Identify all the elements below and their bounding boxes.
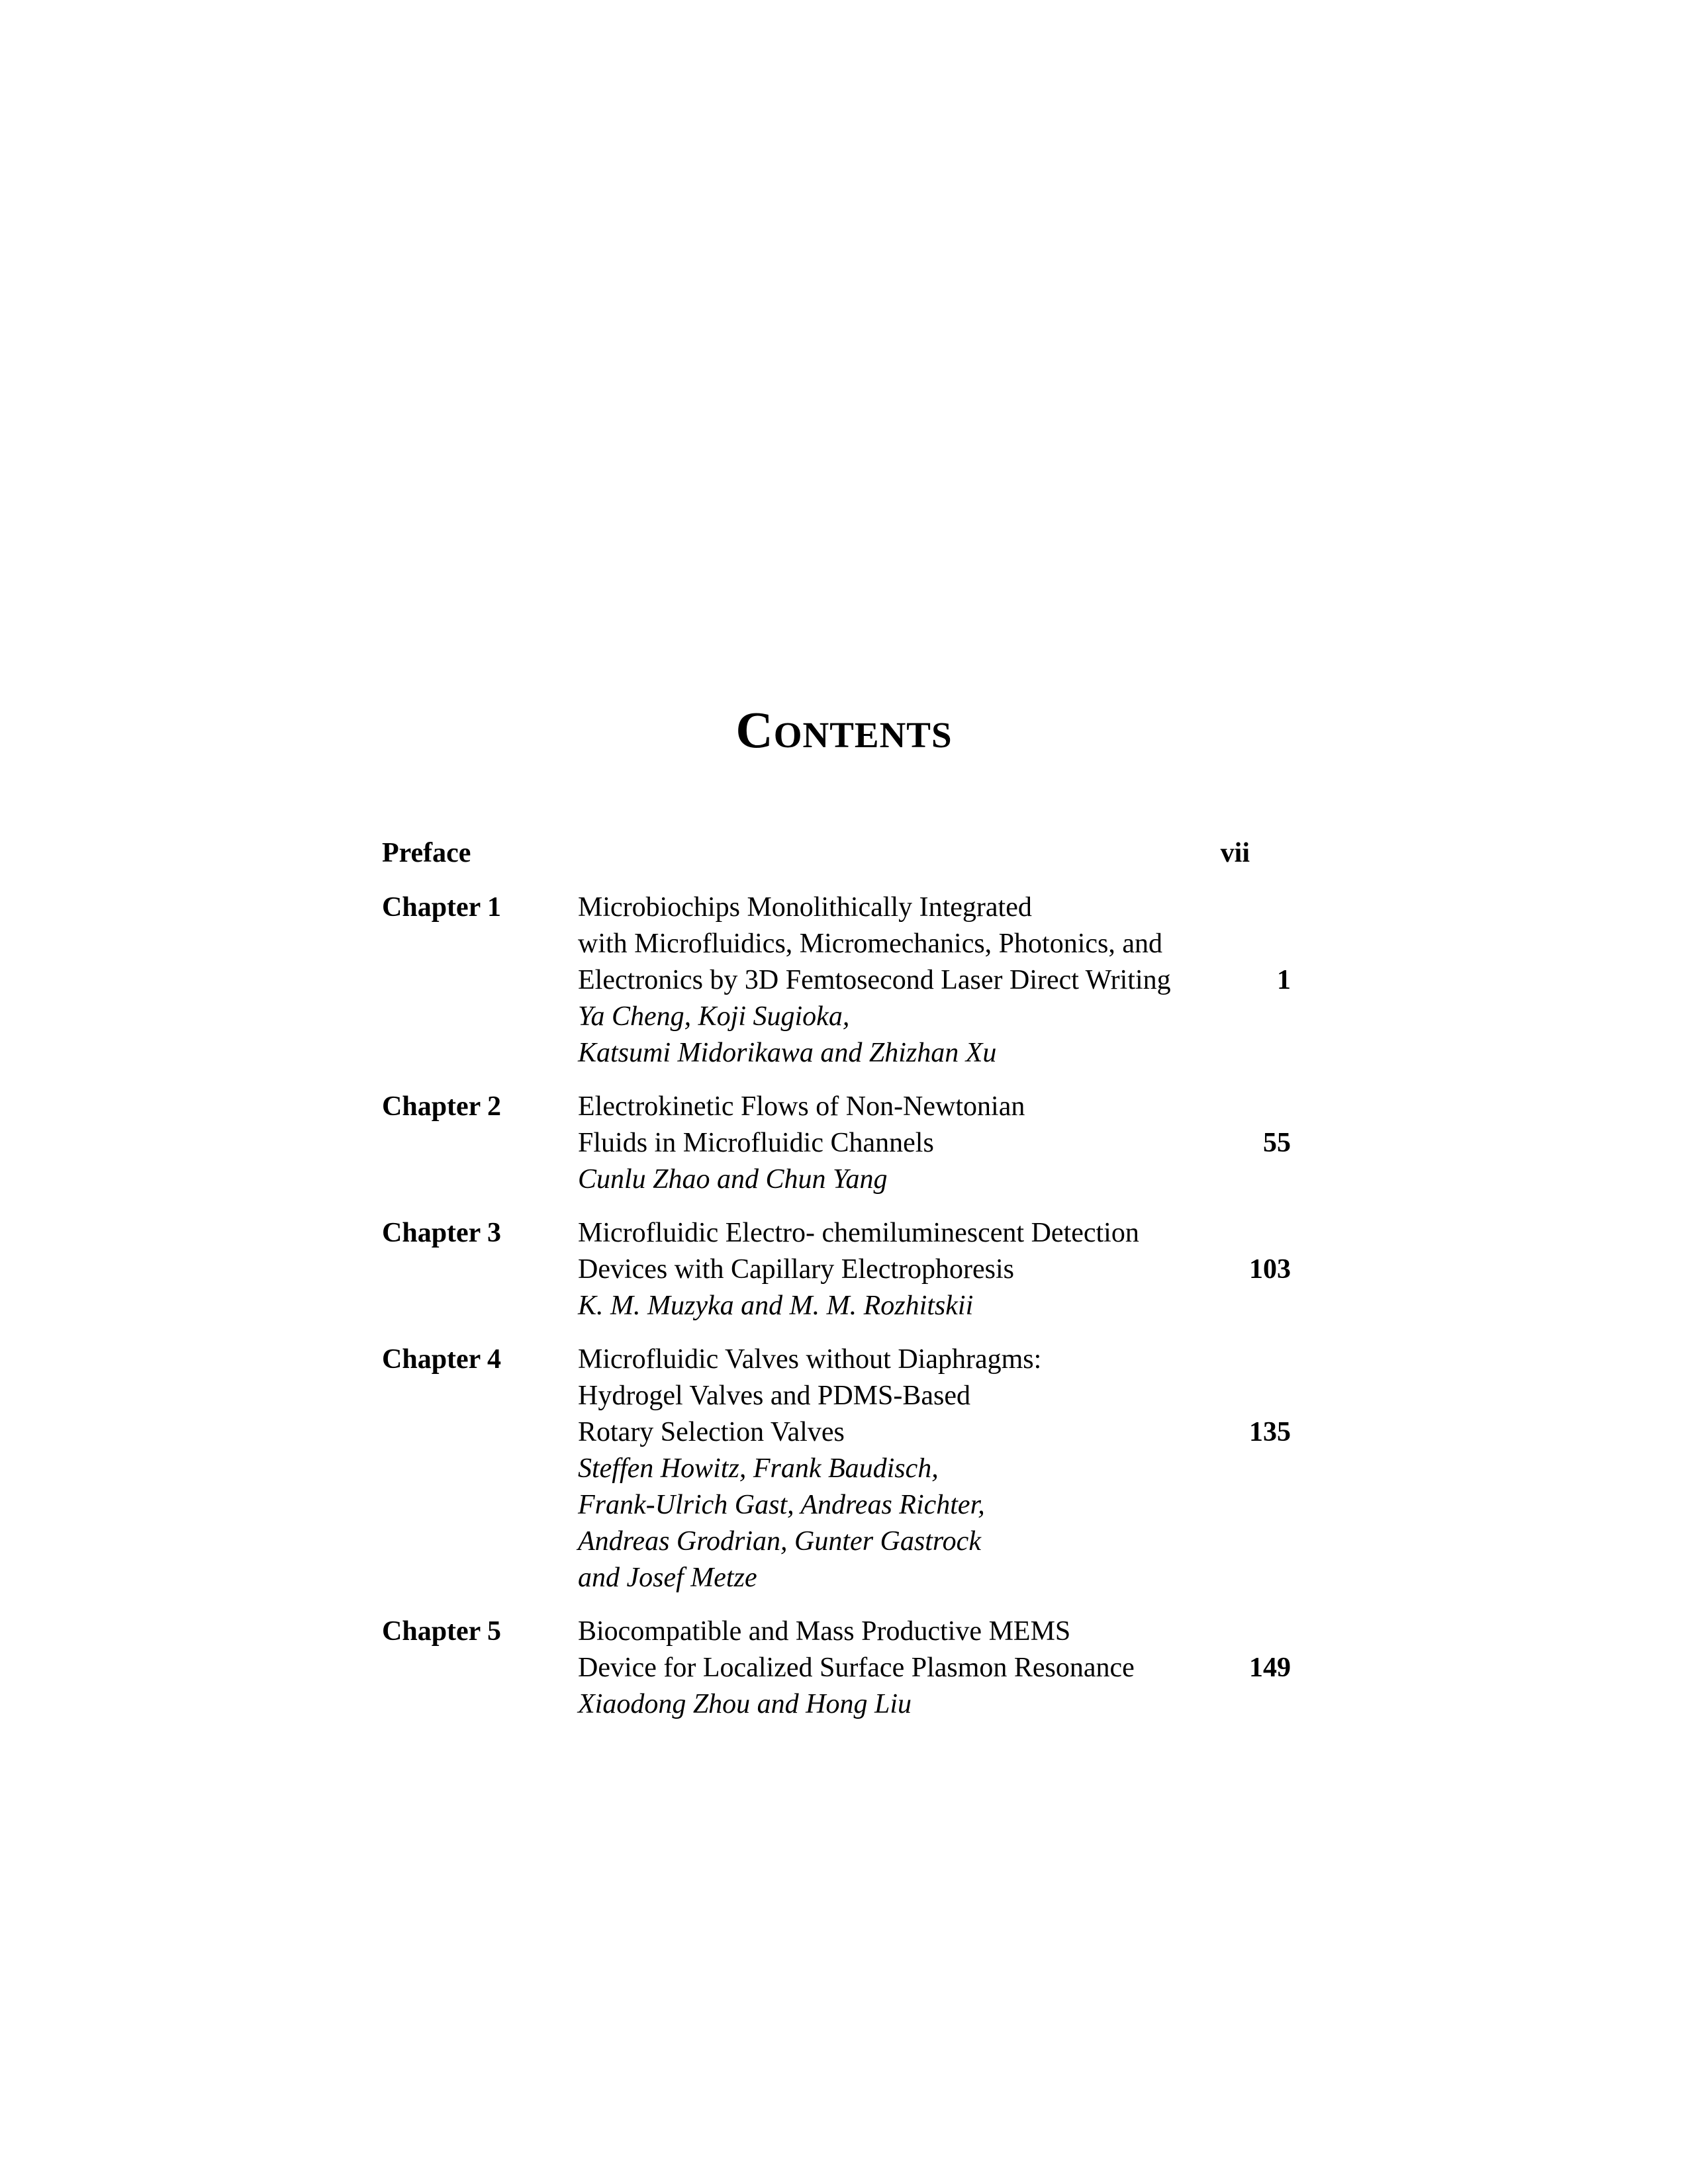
chapter-body — [578, 1342, 1240, 1596]
chapter-page-number: 103 — [1249, 1254, 1291, 1285]
chapter-body — [578, 889, 1240, 1071]
chapter-title-line: Microfluidic Valves without Diaphragms: — [578, 1344, 1042, 1375]
chapter-title-line: Hydrogel Valves and PDMS-Based — [578, 1381, 971, 1411]
chapter-authors-line: Xiaodong Zhou and Hong Liu — [578, 1689, 912, 1719]
chapter-label: Chapter 3 — [382, 1218, 502, 1248]
toc-entry-chapter-4 — [382, 1342, 1291, 1596]
preface-label: Preface — [382, 838, 471, 868]
chapter-title-line: Electrokinetic Flows of Non-Newtonian — [578, 1091, 1025, 1122]
chapter-page-number: 1 — [1277, 965, 1291, 995]
toc-entry-preface — [382, 835, 1291, 872]
preface-spacer-line — [578, 835, 1240, 872]
chapter-label: Chapter 2 — [382, 1091, 502, 1122]
chapter-title-line: Rotary Selection Valves — [578, 1417, 845, 1447]
chapter-authors-line: Ya Cheng, Koji Sugioka, — [578, 1001, 850, 1032]
toc-entry-chapter-5 — [382, 1614, 1291, 1723]
chapter-authors-line: Frank-Ulrich Gast, Andreas Richter, — [578, 1490, 985, 1520]
table-of-contents — [382, 835, 1291, 1723]
chapter-body — [578, 1089, 1240, 1198]
chapter-title-line: Devices with Capillary Electrophoresis — [578, 1254, 1014, 1285]
chapter-label: Chapter 4 — [382, 1344, 502, 1375]
chapter-title-line: with Microfluidics, Micromechanics, Photonics, and — [578, 929, 1163, 959]
preface-body — [578, 835, 1240, 872]
chapter-title-line: Fluids in Microfluidic Channels — [578, 1128, 934, 1158]
chapter-body — [578, 1215, 1240, 1324]
toc-entry-chapter-3 — [382, 1215, 1291, 1324]
page-title: Contents — [735, 701, 953, 758]
chapter-page-number: 55 — [1263, 1128, 1291, 1158]
chapter-title-line: Electronics by 3D Femtosecond Laser Direct Writing — [578, 965, 1171, 995]
chapter-authors-line: Cunlu Zhao and Chun Yang — [578, 1164, 888, 1195]
chapter-label: Chapter 1 — [382, 892, 502, 923]
chapter-label: Chapter 5 — [382, 1616, 502, 1647]
chapter-body — [578, 1614, 1240, 1723]
preface-page-number: vii — [1220, 838, 1250, 868]
chapter-authors-line: K. M. Muzyka and M. M. Rozhitskii — [578, 1291, 974, 1321]
chapter-title-line: Microbiochips Monolithically Integrated — [578, 892, 1032, 923]
toc-entry-chapter-1 — [382, 889, 1291, 1071]
chapter-authors-line: Katsumi Midorikawa and Zhizhan Xu — [578, 1038, 997, 1068]
chapter-page-number: 135 — [1249, 1417, 1291, 1447]
chapter-page-number: 149 — [1249, 1653, 1291, 1683]
chapter-title-line: Device for Localized Surface Plasmon Resonance — [578, 1653, 1135, 1683]
chapter-authors-line: Steffen Howitz, Frank Baudisch, — [578, 1453, 939, 1484]
chapter-authors-line: and Josef Metze — [578, 1563, 757, 1593]
chapter-authors-line: Andreas Grodrian, Gunter Gastrock — [578, 1526, 981, 1557]
chapter-title-line: Microfluidic Electro- chemiluminescent Detection — [578, 1218, 1139, 1248]
toc-entry-chapter-2 — [382, 1089, 1291, 1198]
chapter-title-line: Biocompatible and Mass Productive MEMS — [578, 1616, 1071, 1647]
